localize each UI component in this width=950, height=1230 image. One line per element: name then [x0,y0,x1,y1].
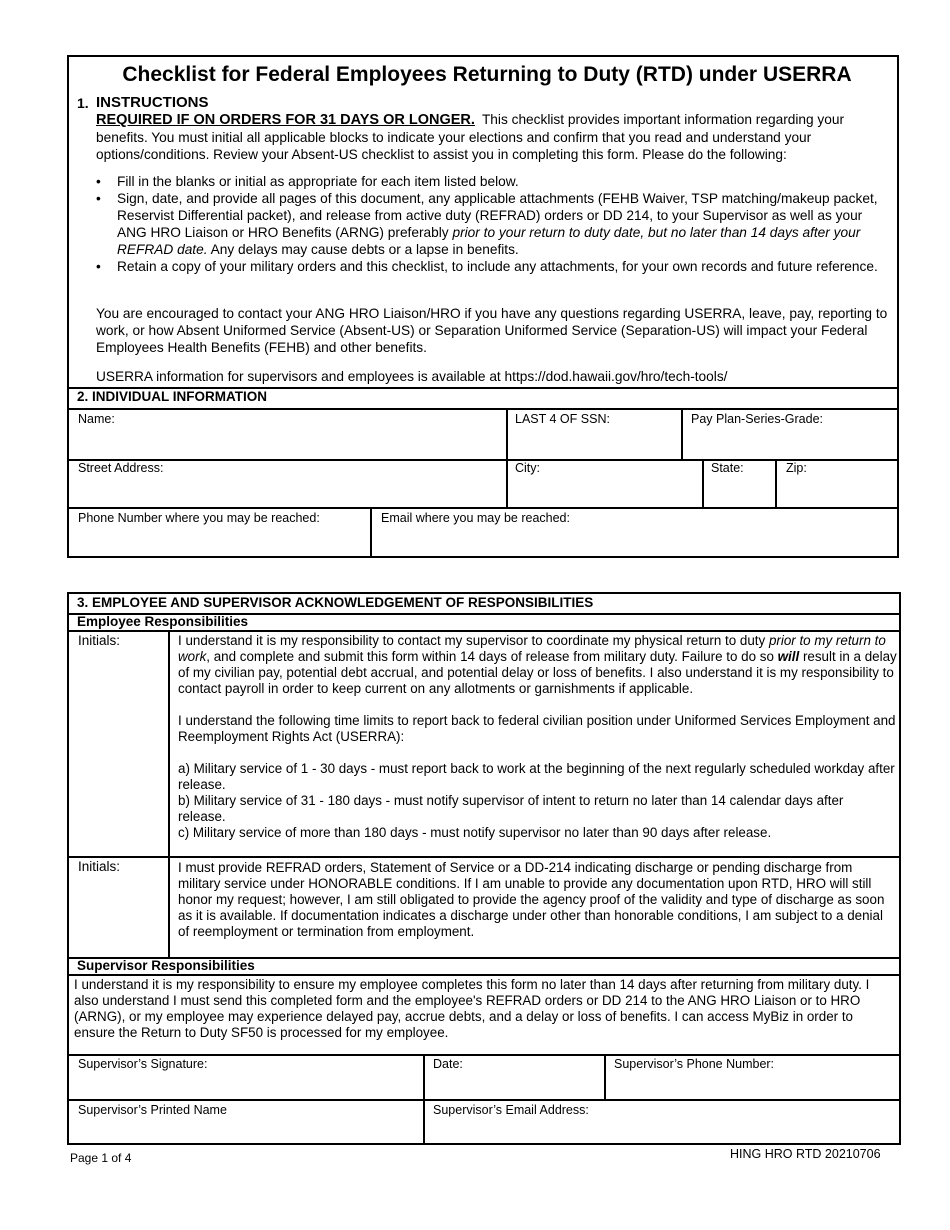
bullet-text: Fill in the blanks or initial as appropriate for each item listed below. [117,174,519,189]
supervisor-email-field[interactable]: Supervisor’s Email Address: [433,1103,589,1117]
supervisor-phone-field[interactable]: Supervisor’s Phone Number: [614,1057,775,1071]
divider [168,630,170,958]
section-3-heading: 3. EMPLOYEE AND SUPERVISOR ACKNOWLEDGEMENT OF RESPONSIBILITIES [77,595,594,610]
divider [702,459,704,508]
divider [69,1099,899,1101]
list-item [96,173,886,190]
date-field[interactable]: Date: [433,1057,463,1071]
supervisor-responsibilities-heading: Supervisor Responsibilities [77,958,255,973]
supervisor-printed-name-field[interactable]: Supervisor’s Printed Name [78,1103,227,1117]
pay-plan-field[interactable]: Pay Plan-Series-Grade: [691,412,824,426]
supervisor-signature-field[interactable]: Supervisor’s Signature: [78,1057,208,1071]
resp-emphasis: will [777,649,800,664]
divider [69,974,899,976]
employee-responsibility-2: I must provide REFRAD orders, Statement of Service or a DD-214 indicating discharge or pending discharge from military service under HONORABLE conditions. If I am unable to provide any documentation upon RTD, HRO will still honor my request; however, I am still obligated to provide the agency proof of the validity and type of discharge as soon as it is available. If documentation indicates a discharge under other than honorable conditions, I am subject to a denial of reemployment or termination from employment. [178,860,885,939]
divider [69,856,899,858]
city-field[interactable]: City: [515,461,540,475]
list-item [96,258,886,275]
time-limits-intro: I understand the following time limits to report back to federal civilian position under Uniformed Services Employment and Reemployment Rights Act (USERRA): [178,713,896,744]
divider [370,507,372,558]
acknowledgement-table [67,592,901,1145]
bullet-text: Retain a copy of your military orders and this checklist, to include any attachments, for your own records and future reference. [117,259,878,274]
bullet-text: Sign, date, and provide all pages of this document, any applicable attachments (FEHB Waiver, TSP matching/makeup packet, Reservist Differential packet), and release from active duty (REFRAD) orders or DD 214, to your Supervisor as well as your ANG HRO Liaison or HRO Benefits (ARNG) preferably [117,191,878,240]
divider [69,507,897,509]
section-number: 1. [77,95,89,111]
time-limit-c: c) Military service of more than 180 days - must notify supervisor no later than 90 days after release. [178,825,772,840]
employee-responsibilities-heading: Employee Responsibilities [77,614,249,629]
resp-text: result in a delay of my civilian pay, potential debt accrual, and potential delay or loss of benefits. I also understand it is my responsibility to contact payroll in order to keep current on any allotments or garnishments if applicable. [178,649,897,696]
zip-field[interactable]: Zip: [786,461,807,475]
bullet-emphasis: prior to your return to duty date, but no later than 14 days after your REFRAD date. [117,225,861,257]
divider [681,408,683,460]
initials-field-1[interactable]: Initials: [78,633,121,648]
ssn-field[interactable]: LAST 4 OF SSN: [515,412,610,426]
phone-field[interactable]: Phone Number where you may be reached: [78,511,320,525]
initials-field-2[interactable]: Initials: [78,859,121,874]
bullet-text: Any delays may cause debts or a lapse in benefits. [210,242,519,257]
divider [775,459,777,508]
divider [604,1054,606,1100]
divider [69,459,897,461]
intro-text: This checklist provides important information regarding your benefits. You must initial all applicable blocks to indicate your elections and confirm that you read and understand your options/conditions. Review your Absent-US checklist to assist you in completing this form. Please do the following: [96,112,845,162]
time-limit-a: a) Military service of 1 - 30 days - must report back to work at the beginning of the next regularly scheduled workday after release. [178,761,895,792]
page-number: Page 1 of 4 [70,1151,132,1165]
time-limit-b: b) Military service of 31 - 180 days - must notify supervisor of intent to return no later than 14 calendar days after release. [178,793,844,824]
instruction-list [96,173,886,275]
divider [423,1054,425,1145]
contact-paragraph: You are encouraged to contact your ANG HRO Liaison/HRO if you have any questions regarding USERRA, leave, pay, reporting to work, or how Absent Uniformed Service (Absent-US) or Separation Uniformed Service (Separation-US) will impact your Federal Employees Health Benefits (FEHB) and other benefits. [96,306,888,355]
required-notice: REQUIRED IF ON ORDERS FOR 31 DAYS OR LONGER. [96,112,475,128]
state-field[interactable]: State: [711,461,744,475]
individual-information-table [67,387,899,558]
employee-responsibility-1 [178,633,900,697]
resp-text: , and complete and submit this form within 14 days of release from military duty. Failure to do so [206,649,774,664]
list-item [96,190,886,258]
resp-emphasis: prior to my return to work [178,633,886,664]
divider [69,1054,899,1056]
email-field[interactable]: Email where you may be reached: [381,511,570,525]
page-title: Checklist for Federal Employees Returning to Duty (RTD) under USERRA [122,63,852,86]
resp-text: I understand it is my responsibility to contact my supervisor to coordinate my physical return to duty [178,633,766,648]
instructions-heading: INSTRUCTIONS [96,94,209,111]
userra-info-link-text: USERRA information for supervisors and employees is available at https://dod.hawaii.gov/hro/tech-tools/ [96,369,728,384]
form-code: HING HRO RTD 20210706 [730,1147,881,1161]
instructions-intro [96,111,886,163]
name-field[interactable]: Name: [78,412,115,426]
divider [69,408,897,410]
section-2-heading: 2. INDIVIDUAL INFORMATION [77,389,268,404]
street-address-field[interactable]: Street Address: [78,461,164,475]
divider [506,408,508,508]
supervisor-responsibility-text: I understand it is my responsibility to ensure my employee completes this form no later than 14 days after returning from military duty. I also understand I must send this completed form and the employee's REFRAD orders or DD 214 to the ANG HRO Liaison or to HRO (ARNG), or my employee may experience delayed pay, accrue debts, and a delay or loss of benefits. I can access MyBiz in order to ensure the Return to Duty SF50 is processed for my employee. [74,977,870,1040]
divider [69,630,899,632]
